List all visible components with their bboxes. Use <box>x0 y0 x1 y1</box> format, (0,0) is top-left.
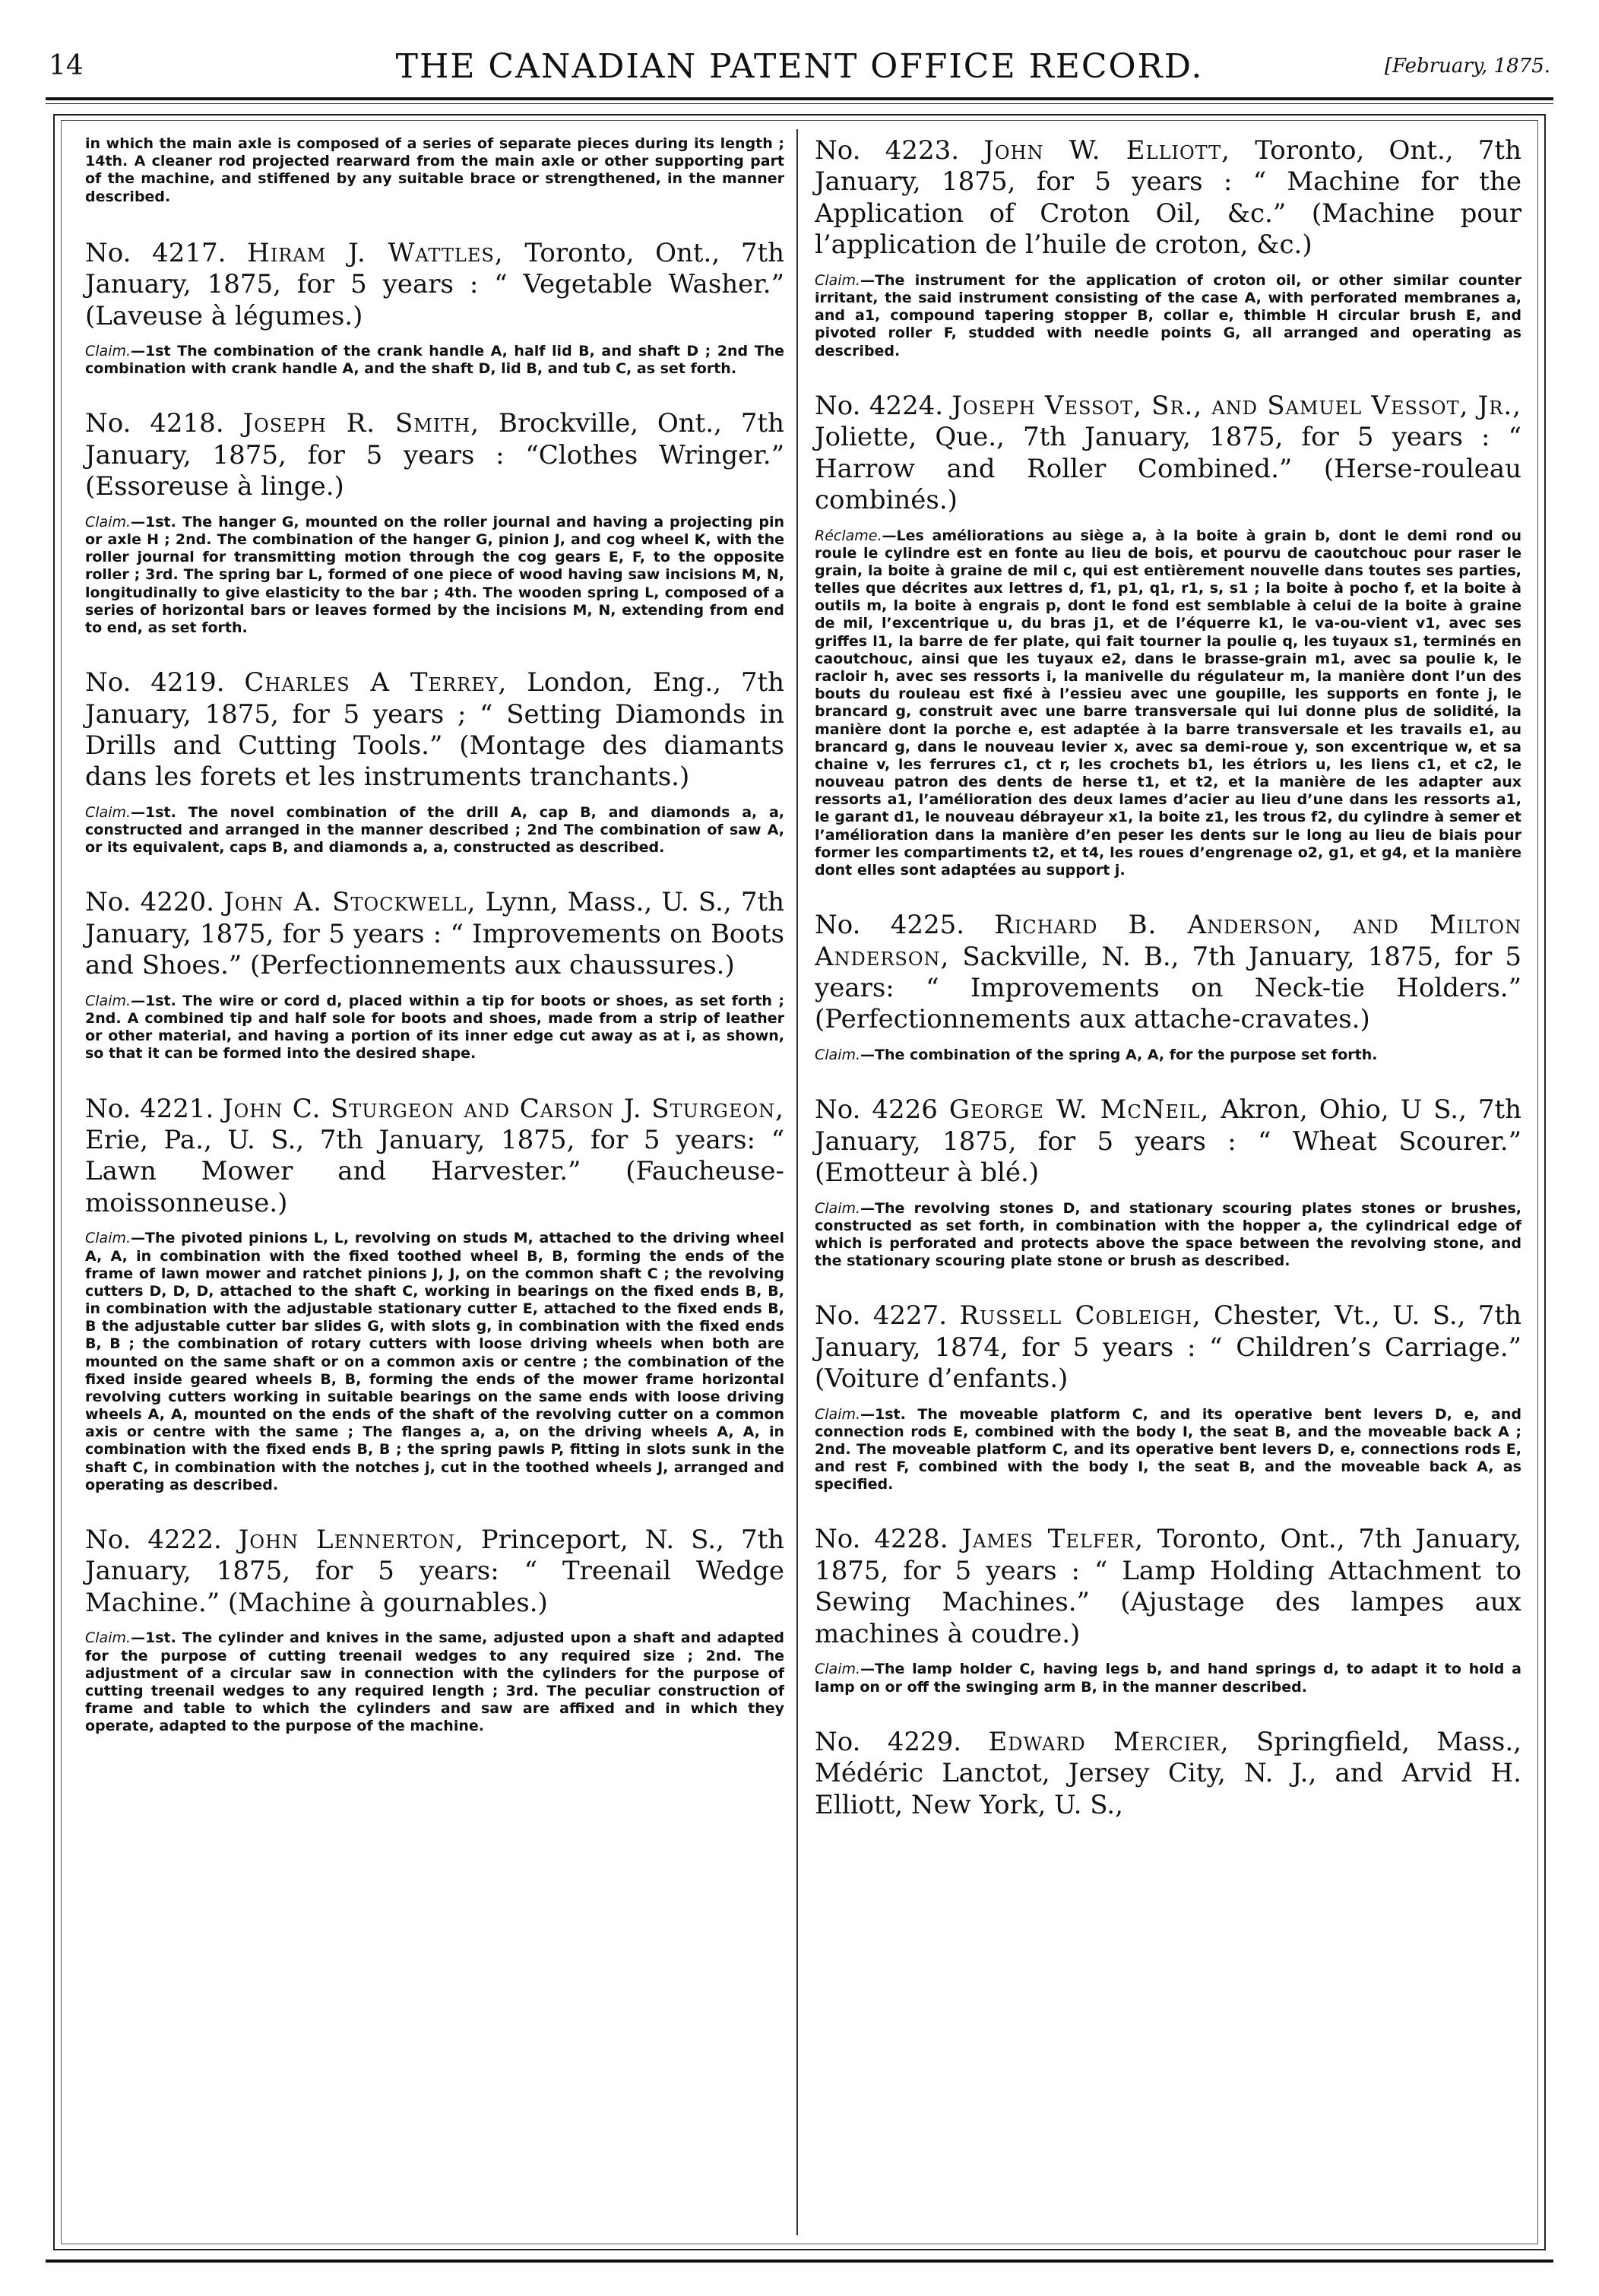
patent-number: No. 4218. <box>85 408 224 439</box>
patentee-name: John Lennerton, <box>238 1524 464 1555</box>
patent-claim <box>815 1406 1521 1494</box>
claim-label: Claim. <box>85 1629 131 1647</box>
patent-heading <box>815 1727 1521 1821</box>
header-rule-thin <box>46 103 1553 104</box>
claim-label: Claim. <box>815 1046 861 1063</box>
patent-entry <box>815 1727 1521 1821</box>
patentee-name: John W. Elliott, <box>983 135 1230 166</box>
patent-heading <box>85 238 784 332</box>
header-rule <box>46 97 1553 100</box>
patent-entry <box>815 1300 1521 1493</box>
claim-label: Claim. <box>85 803 131 821</box>
patent-details: Springfield, Mass., Médéric Lanctot, Jersey City, N. J., and Arvid H. Elliott, New York, U. S., <box>815 1726 1521 1820</box>
patent-details: Erie, Pa., U. S., 7th January, 1875, for 5 years: “ Lawn Mower and Harvester.” (Faucheuse-moissonneuse.) <box>85 1125 784 1218</box>
patent-claim <box>815 1047 1521 1064</box>
issue-date: [February, 1875. <box>1384 55 1550 78</box>
patent-details: Chester, Vt., U. S., 7th January, 1874, for 5 years : “ Children’s Carriage.” (Voiture d’enfants.) <box>815 1300 1521 1395</box>
patent-heading <box>85 887 784 981</box>
continued-claim: in which the main axle is composed of a series of separate pieces during its length ; 14th. A cleaner rod projected rearward from the main axle or other supporting part of the machine, and stiffened by any suitable brace or strengthened, in the manner described. <box>85 135 784 205</box>
claim-label: Claim. <box>85 513 131 530</box>
patent-details: Sackville, N. B., 7th January, 1875, for 5 years: “ Improvements on Neck-tie Holders.” (Perfectionnements aux attache-cravates.) <box>815 941 1521 1035</box>
patentee-name: Joseph Vessot, Sr., and Samuel Vessot, Jr., <box>951 390 1521 421</box>
patentee-name: George W. McNeil, <box>948 1094 1210 1126</box>
claim-text: —1st. The cylinder and knives in the same, adjusted upon a shaft and adapted for the purpose of cutting treenail wedges to any required size ; 2nd. The adjustment of a circular saw in connection with the cylinders for the purpose of cutting treenail wedges to any required length ; 3rd. The peculiar construction of frame and table to which the cylinders and saw are affixed and in which they operate, adapted to the purpose of the machine. <box>85 1629 784 1735</box>
claim-text: —The revolving stones D, and stationary scouring plates stones or brushes, constructed as set forth, in combination with the hopper a, the cylindrical edge of which is perforated and protects above the space between the revolving stone, and the stationary scouring plate stone or brush as described. <box>815 1199 1521 1270</box>
claim-text: —1st. The wire or cord d, placed within a tip for boots or shoes, as set forth ; 2nd. A combined tip and half sole for boots and shoes, made from a strip of leather or other material, and having a portion of its inner edge cut away as at i, as shown, so that it can be formed into the desired shape. <box>85 992 784 1062</box>
patent-number: No. 4226 <box>815 1094 938 1126</box>
patent-number: No. 4229. <box>815 1726 962 1757</box>
patent-entry <box>85 1525 784 1735</box>
patent-entry <box>85 408 784 637</box>
patentee-name: James Telfer, <box>961 1524 1144 1555</box>
page-number: 14 <box>49 50 84 81</box>
patent-claim <box>815 1661 1521 1696</box>
claim-label: Claim. <box>815 1199 861 1217</box>
claim-label: Claim. <box>815 1405 861 1423</box>
claim-text: —1st. The hanger G, mounted on the roller journal and having a projecting pin or axle H ; 2nd. The combination of the hanger G, pinion J, and cog wheel K, with the roller journal for transmitting motion through the cog gears E, F, to the opposite roller ; 3rd. The spring bar L, formed of one piece of wood having saw incisions M, N, longitudinally to give elasticity to the bar ; 4th. The wooden spring L, composed of a series of horizontal bars or leaves formed by the incisions M, N, extending from end to end, as set forth. <box>85 513 784 636</box>
patent-number: No. 4220. <box>85 887 214 918</box>
claim-text: —1st. The moveable platform C, and its operative bent levers D, e, and connection rods E, combined with the body I, the seat B, and the moveable back A ; 2nd. The moveable platform C, and its operative bent levers D, e, connections rods E, and rest F, combined with the body I, the seat B, and the moveable back A, as specified. <box>815 1405 1521 1493</box>
claim-text: —The instrument for the application of croton oil, or other similar counter irritant, the said instrument consisting of the case A, with perforated membranes a, and a1, compound tapering stopper B, collar e, thimble H circular brush E, and pivoted roller F, studded with needle points G, all arranged and operating as described. <box>815 271 1521 359</box>
claim-text: —1st. The novel combination of the drill A, cap B, and diamonds a, a, constructed and arranged in the manner described ; 2nd The combination of saw A, or its equivalent, caps B, and diamonds a, a, constructed as described. <box>85 803 784 857</box>
claim-text: —The pivoted pinions L, L, revolving on studs M, attached to the driving wheel A, A, in combination with the fixed toothed wheel B, B, forming the ends of the frame of lawn mower and ratchet pinions J, J, on the common shaft C ; the revolving cutters D, D, D, attached to the shaft C, working in bearings on the fixed ends B, B, in combination with the adjustable stationary cutter E, attached to the fixed ends B, B the adjustable cutter bar slides G, with slots g, in combination with the fixed ends B, B ; the combination of rotary cutters with loose driving wheels when both are mounted on the same shaft or on a common axis or centre ; the combination of the fixed inside geared wheels B, B, forming the ends of the mower frame horizontal revolving cutters working in suitable bearings on the same ends with loose driving wheels A, A, mounted on the ends of the shaft of the revolving cutter on a common axis or centre with the same ; The flanges a, a, on the driving wheels A, A, in combination with the fixed ends B, B ; the spring pawls P, fitting in slots sunk in the shaft C, in combination with the notches j, cut in the toothed wheels J, arranged and operating as described. <box>85 1230 784 1493</box>
right-column <box>815 135 1521 1851</box>
patentee-name: Joseph R. Smith, <box>242 408 480 439</box>
patent-claim <box>815 527 1521 879</box>
patent-claim <box>85 343 784 378</box>
patent-entry <box>85 238 784 378</box>
patent-number: No. 4228. <box>815 1524 948 1555</box>
footer-rule <box>46 2260 1553 2263</box>
patent-claim <box>815 1200 1521 1271</box>
patent-claim <box>85 1629 784 1735</box>
column-divider <box>796 129 798 2235</box>
patent-heading <box>85 1525 784 1619</box>
patentee-name: Charles A Terrey, <box>244 667 508 698</box>
patent-details: Akron, Ohio, U S., 7th January, 1875, for 5 years : “ Wheat Scourer.” (Emotteur à blé.) <box>815 1094 1522 1189</box>
patent-number: No. 4222. <box>85 1524 222 1555</box>
patent-entry <box>815 391 1521 879</box>
claim-label: Claim. <box>815 271 861 289</box>
patentee-name: John C. Sturgeon and Carson J. Sturgeon, <box>222 1093 784 1124</box>
patent-claim <box>85 804 784 857</box>
claim-label: Claim. <box>815 1661 861 1678</box>
patent-details: Princeport, N. S., 7th January, 1875, for 5 years: “ Treenail Wedge Machine.” (Machine à gournables.) <box>85 1524 785 1618</box>
patent-entry <box>815 1094 1521 1270</box>
patent-number: No. 4227. <box>815 1300 948 1332</box>
patent-details: Toronto, Ont., 7th January, 1875, for 5 years : “ Vegetable Washer.” (Laveuse à légumes.) <box>85 237 785 331</box>
patent-heading <box>815 391 1521 517</box>
patent-entry <box>85 887 784 1062</box>
patent-claim <box>85 993 784 1063</box>
patent-heading <box>815 1094 1521 1189</box>
patent-number: No. 4223. <box>815 135 960 166</box>
patent-entry <box>815 910 1521 1064</box>
patent-entry <box>815 1524 1521 1696</box>
patent-entry <box>85 1094 784 1494</box>
patentee-name: Hiram J. Wattles, <box>247 237 504 268</box>
patentee-name: Russell Cobleigh, <box>959 1300 1202 1332</box>
patentee-name: Richard B. Anderson, and Milton Anderson, <box>815 910 1521 972</box>
claim-label: Claim. <box>85 992 131 1009</box>
claim-label: Réclame. <box>815 527 882 544</box>
claim-text: —Les améliorations au siège a, à la boite à grain b, dont le demi rond ou roule le cylindre est en fonte au lieu de bois, et pourvu de caoutchouc pour raser le grain, la boite à graine de mil c, qui est entièrement nouvelle dans toutes ses parties, telles que décrites aux lettres d, f1, p1, q1, r1, s, s1 ; la boite à pocho f, et la boite à outils m, la boite à engrais p, dont le fond est semblable à celui de la boite à graine de mil, l’excentrique u, du bras j1, et de l’équerre k1, le va-ou-vient v1, avec ses griffes l1, la barre de fer plate, qui fait tourner la poulie q, les tuyaux s1, terminés en caoutchouc, ainsi que les tuyaux e2, dans le brasse-grain m1, avec sa poulie k, le racloir h, avec ses ressorts i, la manivelle du régulateur m, la manière dont l’un des bouts du rouleau est fixé à l’essieu avec une goupille, les supports en fonte j, le brancard g, construit avec une barre transversale qui lui donne plus de solidité, la manière dont la porche e, est adaptée à la barre transversale et les travails e1, au brancard g, dans le nouveau levier x, avec sa demi-roue y, son excentrique w, et sa chaine v, les ferrures c1, ct r, les crochets b1, les étriors u, les liens c1, et c2, le nouveau patron des dents de herse t1, et t2, et la manière de les adapter aux ressorts a1, l’amélioration des deux lames d’acier au lieu d’une dans les ressorts a1, le garant d1, le nouveau débrayeur x1, la boite z1, les trous f2, du cylindre à semer et l’amélioration dans la manière d’en peser les dents sur le long au lieu de biais pour former les compartiments t2, et t4, les roues d’engrenage o2, g1, et g4, et la manière dont elles sont adaptées au support j. <box>815 527 1521 879</box>
patent-claim <box>815 272 1521 360</box>
patent-claim <box>85 514 784 637</box>
patent-number: No. 4217. <box>85 237 226 268</box>
patent-details: Brockville, Ont., 7th January, 1875, for 5 years : “Clothes Wringer.” (Essoreuse à linge.) <box>85 408 784 502</box>
left-column <box>85 135 784 1766</box>
patent-number: No. 4224. <box>815 390 944 421</box>
claim-label: Claim. <box>85 1230 131 1247</box>
patent-details: Joliette, Que., 7th January, 1875, for 5 years : “ Harrow and Roller Combined.” (Herse-rouleau combinés.) <box>815 422 1521 516</box>
claim-text: —The combination of the spring A, A, for the purpose set forth. <box>860 1046 1378 1063</box>
patentee-name: John A. Stockwell, <box>223 887 477 918</box>
patent-entry <box>85 667 784 857</box>
patent-heading <box>815 1300 1521 1395</box>
patent-details: London, Eng., 7th January, 1875, for 5 years ; “ Setting Diamonds in Drills and Cutting Tools.” (Montage des diamants dans les forets et les instruments tranchants.) <box>85 667 785 793</box>
journal-title: THE CANADIAN PATENT OFFICE RECORD. <box>395 47 1204 86</box>
patent-heading <box>85 667 784 793</box>
patent-claim <box>85 1230 784 1494</box>
patent-entry <box>815 135 1521 360</box>
patent-heading <box>85 1094 784 1220</box>
patent-details: Lynn, Mass., U. S., 7th January, 1875, for 5 years : “ Improvements on Boots and Shoes.” (Perfectionnements aux chaussures.) <box>85 887 785 981</box>
patent-details: Toronto, Ont., 7th January, 1875, for 5 years : “ Lamp Holding Attachment to Sewing Machines.” (Ajustage des lampes aux machines à coudre.) <box>815 1524 1522 1649</box>
claim-text: —1st The combination of the crank handle A, half lid B, and shaft D ; 2nd The combination with crank handle A, and the shaft D, lid B, and tub C, as set forth. <box>85 343 784 378</box>
patent-heading <box>815 135 1521 261</box>
page-header <box>46 47 1553 93</box>
patent-heading <box>815 1524 1521 1650</box>
claim-text: —The lamp holder C, having legs b, and hand springs d, to adapt it to hold a lamp on or off the swinging arm B, in the manner described. <box>815 1661 1521 1696</box>
patent-heading <box>815 910 1521 1036</box>
patent-heading <box>85 408 784 502</box>
claim-label: Claim. <box>85 343 131 360</box>
patent-details: Toronto, Ont., 7th January, 1875, for 5 years : “ Machine for the Application of Croton Oil, &c.” (Machine pour l’application de l’huile de croton, &c.) <box>815 135 1521 261</box>
patent-number: No. 4225. <box>815 910 965 941</box>
patentee-name: Edward Mercier, <box>988 1726 1230 1757</box>
patent-number: No. 4219. <box>85 667 225 698</box>
patent-number: No. 4221. <box>85 1093 214 1124</box>
